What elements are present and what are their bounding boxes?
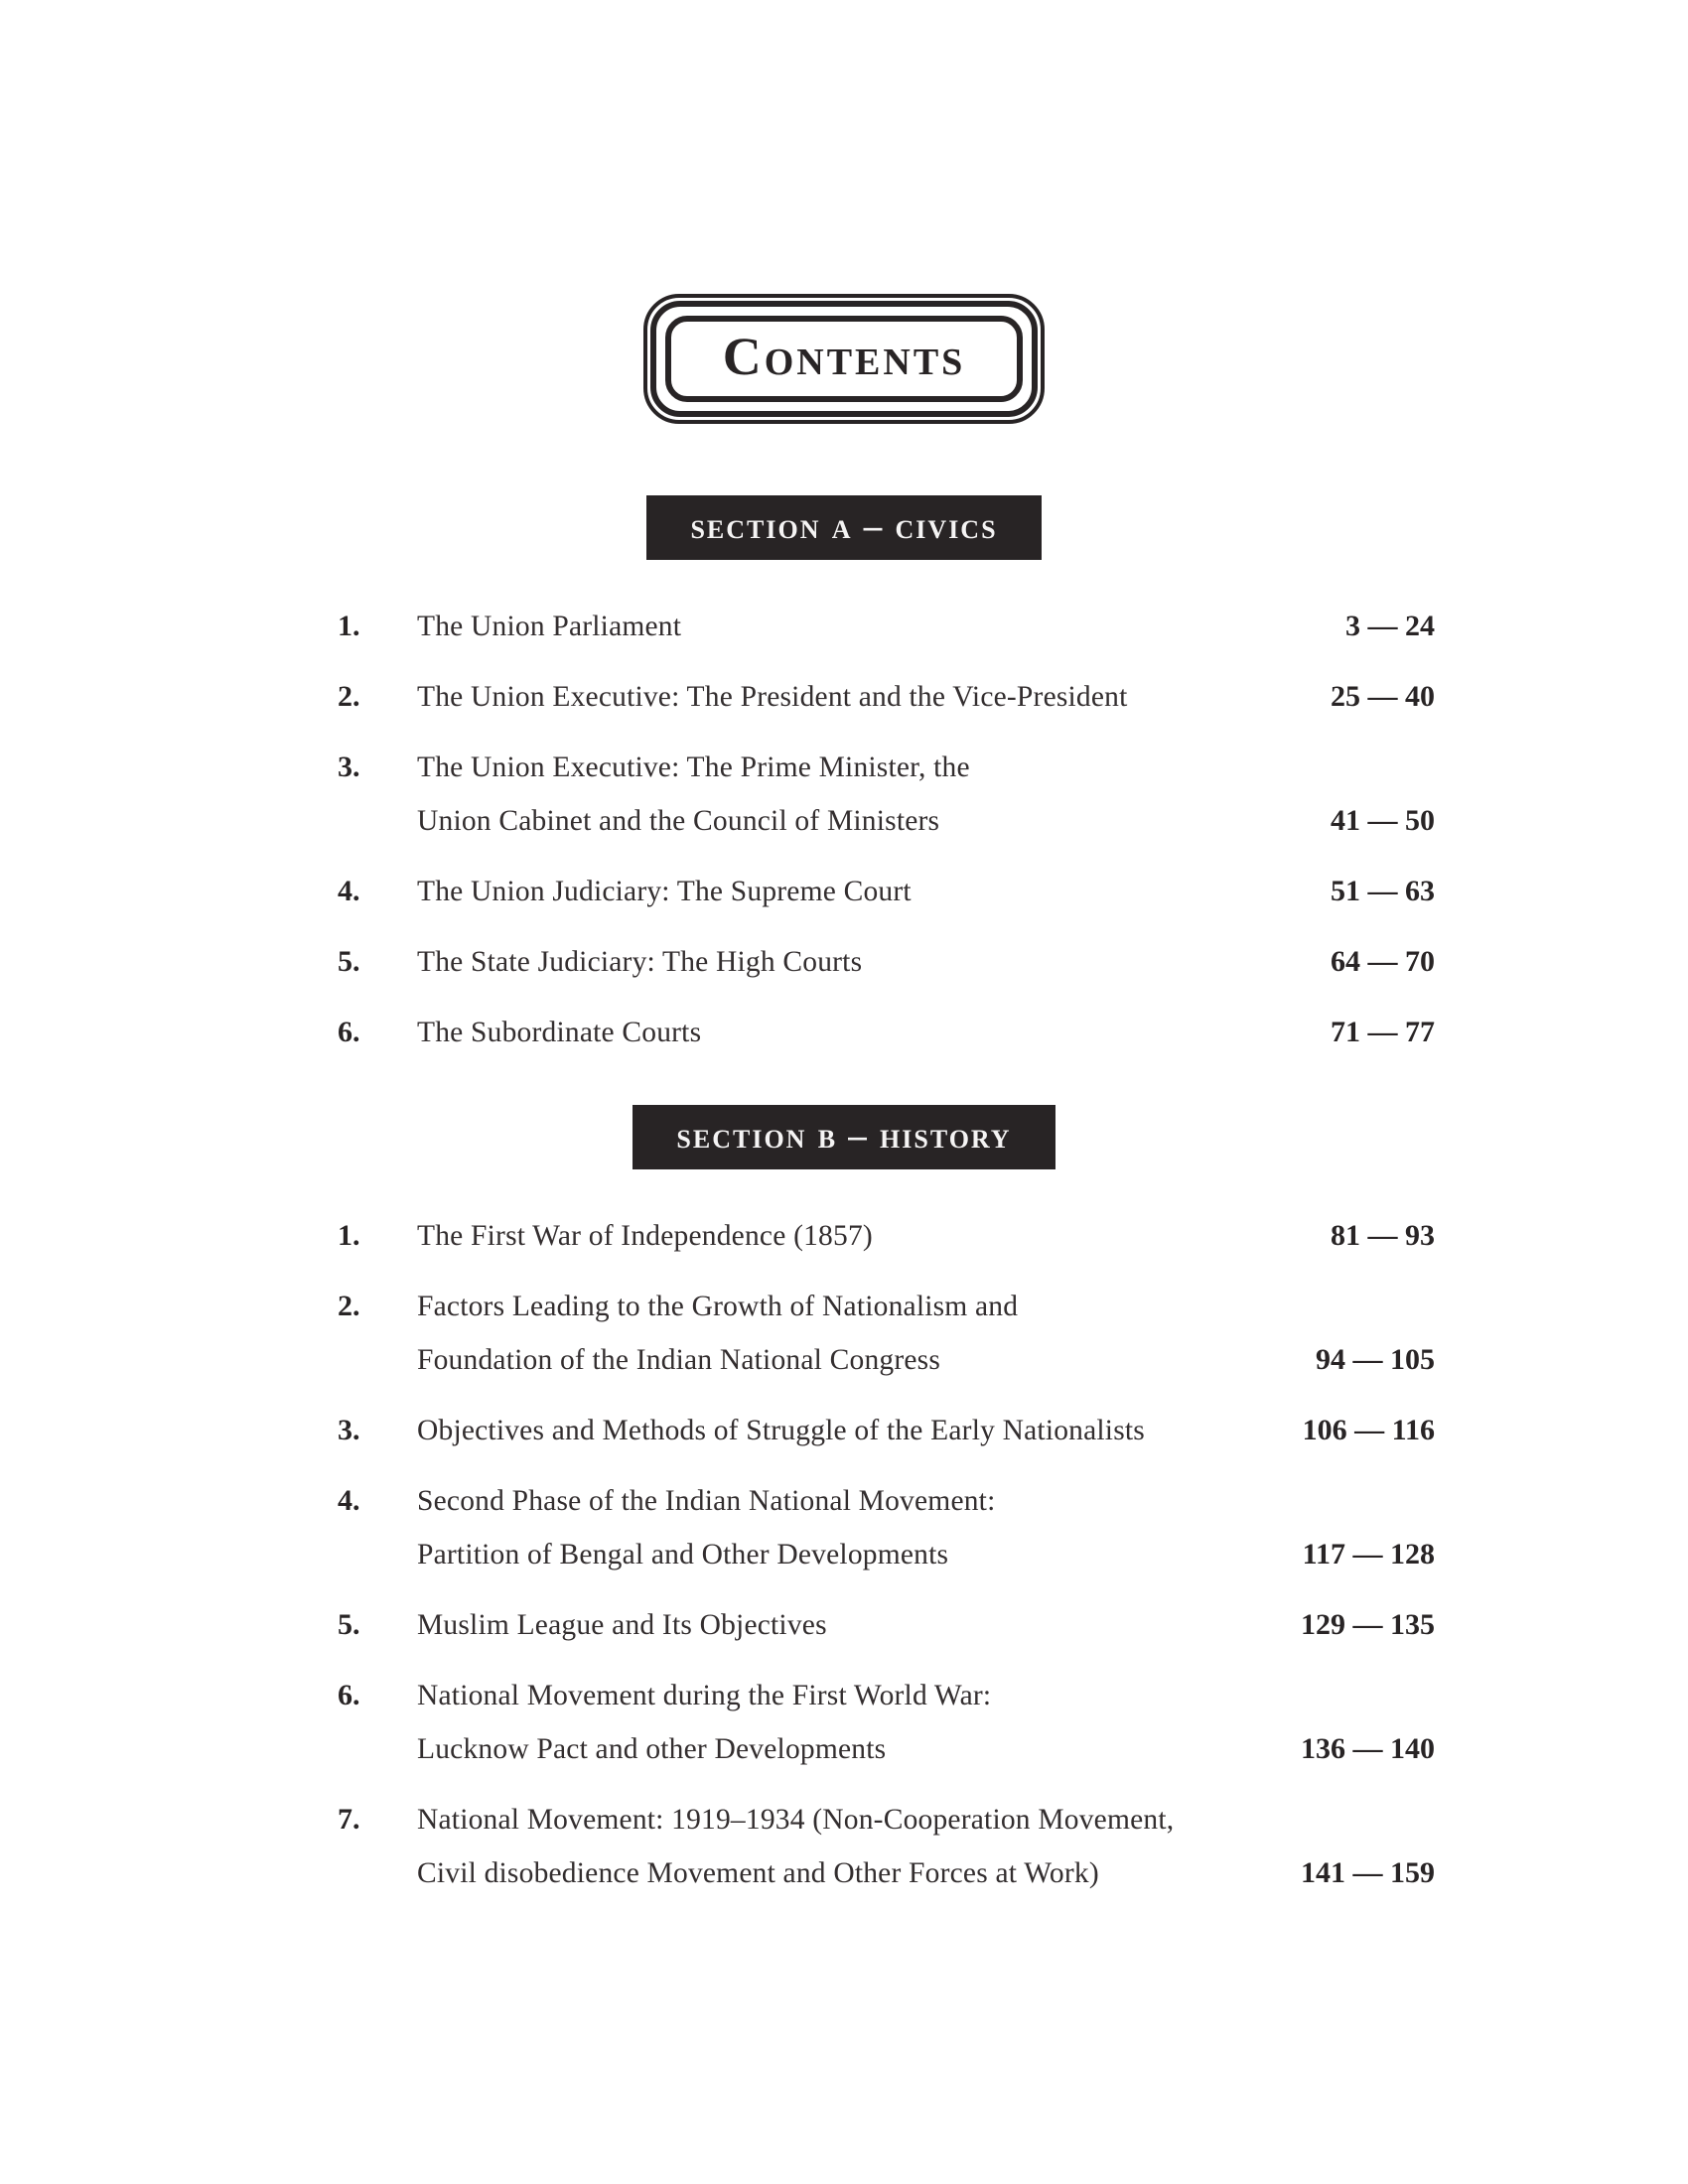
- toc-item-title-line: Objectives and Methods of Struggle of the Early Nationalists: [417, 1415, 1145, 1447]
- toc-item-title: [417, 741, 1221, 848]
- toc-item-pages: 94 — 105: [1316, 1343, 1435, 1377]
- toc-item: [338, 1598, 1435, 1652]
- toc-item-title: [417, 1280, 1221, 1387]
- toc-item-title: [417, 1598, 1221, 1652]
- toc-item-title-line: Lucknow Pact and other Developments: [417, 1733, 887, 1766]
- contents-title-box-middle-border: [650, 301, 1039, 417]
- toc-item-title-line: The Union Executive: The President and the Vice-President: [417, 681, 1128, 714]
- toc-item-title-line: Union Cabinet and the Council of Ministers: [417, 805, 940, 838]
- toc-item-number: 1.: [338, 1219, 360, 1253]
- section-banner-label: section b – history: [676, 1116, 1012, 1158]
- toc-item-title-line: The Union Parliament: [417, 611, 682, 643]
- toc-item-number: 2.: [338, 680, 360, 714]
- toc-item-title-line: The State Judiciary: The High Courts: [417, 946, 863, 979]
- toc-item-number: 4.: [338, 1484, 360, 1518]
- toc-sections-container: [0, 495, 1688, 1900]
- toc-item: [338, 1280, 1435, 1387]
- toc-item-title-line: The First War of Independence (1857): [417, 1220, 873, 1253]
- toc-item-pages: 51 — 63: [1331, 875, 1435, 908]
- toc-item-number: 7.: [338, 1803, 360, 1837]
- toc-item-number: 2.: [338, 1290, 360, 1323]
- toc-item: [338, 1404, 1435, 1457]
- toc-item-pages: 136 — 140: [1301, 1732, 1435, 1766]
- toc-item-title-line: Factors Leading to the Growth of Nationalism and: [417, 1291, 1019, 1323]
- section-banner: [633, 1105, 1055, 1169]
- toc-item-number: 5.: [338, 1608, 360, 1642]
- toc-item-title: [417, 670, 1221, 724]
- toc-item: [338, 600, 1435, 653]
- toc-item: [338, 1793, 1435, 1900]
- toc-item-title-line: The Union Executive: The Prime Minister, the: [417, 751, 970, 784]
- toc-item-title: [417, 600, 1221, 653]
- toc-item-title-line: Civil disobedience Movement and Other Forces at Work): [417, 1857, 1099, 1890]
- toc-item-title: [417, 1669, 1221, 1776]
- toc-item: [338, 935, 1435, 989]
- toc-item-number: 1.: [338, 610, 360, 643]
- toc-item: [338, 1669, 1435, 1776]
- toc-item-title: [417, 1793, 1221, 1900]
- page-title: Contents: [722, 327, 966, 386]
- toc-section: [0, 495, 1688, 1059]
- toc-item-title-line: National Movement: 1919–1934 (Non-Cooperation Movement,: [417, 1804, 1175, 1837]
- toc-item-title: [417, 865, 1221, 918]
- toc-item-title-line: The Subordinate Courts: [417, 1017, 702, 1049]
- toc-item-pages: 81 — 93: [1331, 1219, 1435, 1253]
- toc-item-title: [417, 1209, 1221, 1263]
- toc-item-pages: 71 — 77: [1331, 1016, 1435, 1049]
- toc-item: [338, 865, 1435, 918]
- toc-item-title: [417, 935, 1221, 989]
- toc-item-number: 6.: [338, 1016, 360, 1049]
- toc-item-title: [417, 1006, 1221, 1059]
- toc-item-number: 5.: [338, 945, 360, 979]
- section-banner: [646, 495, 1041, 560]
- toc-list: [0, 600, 1688, 1059]
- toc-item-number: 3.: [338, 1414, 360, 1447]
- contents-title-box: [643, 294, 1046, 424]
- toc-item-pages: 141 — 159: [1301, 1856, 1435, 1890]
- toc-item-pages: 3 — 24: [1345, 610, 1435, 643]
- toc-item-title: [417, 1404, 1221, 1457]
- toc-item: [338, 1209, 1435, 1263]
- toc-item: [338, 670, 1435, 724]
- toc-item-title: [417, 1474, 1221, 1581]
- toc-item-title-line: Foundation of the Indian National Congress: [417, 1344, 941, 1377]
- toc-item-number: 6.: [338, 1679, 360, 1712]
- toc-item-pages: 64 — 70: [1331, 945, 1435, 979]
- contents-title-box-inner-border: [665, 316, 1024, 402]
- toc-item: [338, 1474, 1435, 1581]
- toc-list: [0, 1209, 1688, 1900]
- toc-item-pages: 41 — 50: [1331, 804, 1435, 838]
- toc-item: [338, 741, 1435, 848]
- toc-item-title-line: Muslim League and Its Objectives: [417, 1609, 827, 1642]
- toc-item-title-line: Second Phase of the Indian National Movement:: [417, 1485, 996, 1518]
- section-banner-label: section a – civics: [690, 506, 998, 548]
- toc-item-pages: 106 — 116: [1302, 1414, 1435, 1447]
- toc-item: [338, 1006, 1435, 1059]
- toc-item-pages: 25 — 40: [1331, 680, 1435, 714]
- toc-item-pages: 117 — 128: [1302, 1538, 1435, 1571]
- toc-item-title-line: The Union Judiciary: The Supreme Court: [417, 876, 912, 908]
- toc-item-title-line: National Movement during the First World War:: [417, 1680, 992, 1712]
- toc-item-title-line: Partition of Bengal and Other Developments: [417, 1539, 949, 1571]
- toc-item-number: 4.: [338, 875, 360, 908]
- toc-item-pages: 129 — 135: [1301, 1608, 1435, 1642]
- toc-item-number: 3.: [338, 751, 360, 784]
- toc-section: [0, 1105, 1688, 1900]
